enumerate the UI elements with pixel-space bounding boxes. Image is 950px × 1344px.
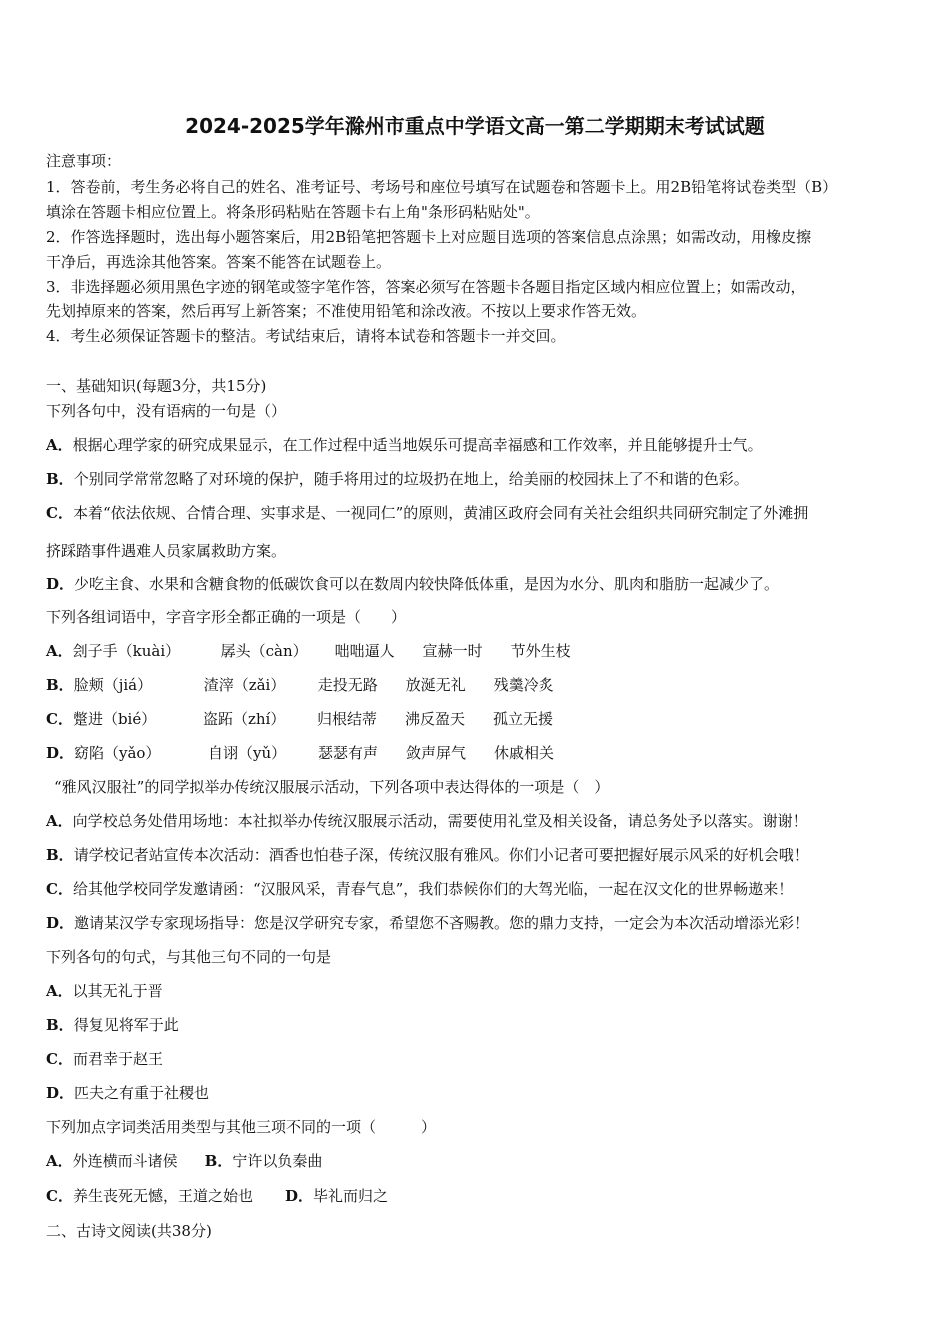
option-label: C．	[46, 1050, 73, 1068]
exam-title: 2024-2025学年滁州市重点中学语文高一第二学期期末考试试题	[185, 114, 765, 138]
option-label: B．	[46, 470, 74, 488]
option-text: 养生丧死无憾，王道之始也	[72, 1187, 253, 1205]
option-label: A．	[46, 1152, 73, 1170]
option-word: 走投无路	[317, 676, 378, 694]
section-heading: 二、古诗文阅读(共38分)	[46, 1222, 212, 1240]
option-label: A．	[46, 642, 73, 660]
notice-line: 1．答卷前，考生务必将自己的姓名、准考证号、考场号和座位号填写在试题卷和答题卡上。用2B铅笔将试卷类型（B）	[46, 178, 838, 196]
option-label: D．	[46, 914, 75, 932]
option-word: 节外生枝	[510, 642, 571, 660]
option-text: 而君幸于赵王	[72, 1050, 163, 1068]
option-label: D．	[284, 1187, 313, 1205]
option-label: B．	[46, 1016, 74, 1034]
option-text: 得复见将军于此	[73, 1016, 179, 1034]
option-word: 咄咄逼人	[334, 642, 395, 660]
option-label: D．	[46, 744, 75, 762]
option-label: C．	[46, 504, 73, 522]
option-row-ab	[46, 1151, 322, 1171]
option-text: 以其无礼于晋	[72, 982, 163, 1000]
option-word: 脸颊（jiá）	[73, 676, 153, 694]
option-a	[46, 981, 163, 1001]
option-word: 放涎无礼	[405, 676, 466, 694]
option-text: 本着“依法依规、合情合理、实事求是、一视同仁”的原则，黄浦区政府会同有关社会组织共同研究制定了外滩拥	[72, 504, 809, 522]
option-word: 孤立无援	[492, 710, 553, 728]
option-text: 邀请某汉学专家现场指导：您是汉学研究专家，希望您不吝赐教。您的鼎力支持，一定会为本次活动增添光彩！	[74, 914, 810, 932]
option-row-cd	[46, 1186, 388, 1206]
option-label: B．	[46, 846, 74, 864]
option-text: 少吃主食、水果和含糖食物的低碳饮食可以在数周内较快降低体重，是因为水分、肌肉和脂肪一起减少了。	[74, 575, 780, 593]
option-word: 瑟瑟有声	[318, 744, 379, 762]
option-label: A．	[46, 982, 73, 1000]
question-stem: 下列各组词语中，字音字形全都正确的一项是（ ）	[46, 608, 407, 626]
option-text: 外连横而斗诸侯	[72, 1152, 178, 1170]
option-d	[46, 1083, 209, 1103]
option-a	[46, 435, 763, 455]
notice-line: 先划掉原来的答案，然后再写上新答案；不准使用铅笔和涂改液。不按以上要求作答无效。	[46, 302, 647, 320]
option-word: 渣滓（zǎi）	[203, 676, 286, 694]
option-text: 个别同学常常忽略了对环境的保护，随手将用过的垃圾扔在地上，给美丽的校园抹上了不和谐的色彩。	[73, 470, 749, 488]
option-c	[46, 1049, 163, 1069]
option-text: 向学校总务处借用场地：本社拟举办传统汉服展示活动，需要使用礼堂及相关设备，请总务处予以落实。谢谢！	[72, 812, 808, 830]
option-word: 残羹冷炙	[493, 676, 554, 694]
option-text: 匹夫之有重于社稷也	[74, 1084, 210, 1102]
option-text: 毕礼而归之	[312, 1187, 388, 1205]
option-word: 宣赫一时	[422, 642, 483, 660]
option-label: D．	[46, 1084, 75, 1102]
option-label: C．	[46, 880, 73, 898]
option-label: A．	[46, 436, 73, 454]
option-b	[46, 469, 749, 489]
option-label: B．	[204, 1152, 233, 1170]
option-label: A．	[46, 812, 73, 830]
option-label: D．	[46, 575, 75, 593]
question-stem: 下列加点字词类活用类型与其他三项不同的一项（ ）	[46, 1118, 437, 1136]
notice-line: 填涂在答题卡相应位置上。将条形码粘贴在答题卡右上角"条形码粘贴处"。	[46, 203, 540, 221]
option-label: B．	[46, 676, 74, 694]
option-word: 敛声屏气	[406, 744, 467, 762]
option-word: 刽子手（kuài）	[72, 642, 181, 660]
notice-line: 3．非选择题必须用黑色字迹的钢笔或签字笔作答，答案必须写在答题卡各题目指定区域内相应位置上；如需改动，	[46, 278, 806, 296]
option-b	[46, 675, 554, 695]
option-c	[46, 709, 553, 729]
option-text: 给其他学校同学发邀请函：“汉服风采，青春气息”，我们恭候你们的大驾光临，一起在汉文化的世界畅遨来！	[72, 880, 794, 898]
option-b	[46, 845, 809, 865]
option-word: 沸反盈天	[404, 710, 465, 728]
section-heading: 一、基础知识(每题3分，共15分)	[46, 377, 267, 395]
option-a	[46, 811, 808, 831]
option-a	[46, 641, 571, 661]
option-d	[46, 913, 809, 933]
option-b	[46, 1015, 179, 1035]
question-stem: 下列各句的句式，与其他三句不同的一句是	[46, 948, 332, 966]
option-word: 盗跖（zhí）	[202, 710, 286, 728]
notice-heading: 注意事项：	[46, 152, 122, 170]
question-stem: 下列各句中，没有语病的一句是（）	[46, 402, 287, 420]
option-c	[46, 503, 808, 523]
question-stem: “雅风汉服社”的同学拟举办传统汉服展示活动，下列各项中表达得体的一项是（ ）	[54, 778, 610, 796]
option-word: 自诩（yǔ）	[208, 744, 287, 762]
option-word: 窈陷（yǎo）	[74, 744, 161, 762]
option-d	[46, 743, 554, 763]
notice-line: 2．作答选择题时，选出每小题答案后，用2B铅笔把答题卡上对应题目选项的答案信息点涂黑；如需改动，用橡皮擦	[46, 228, 812, 246]
option-text: 请学校记者站宣传本次活动：酒香也怕巷子深，传统汉服有雅风。你们小记者可要把握好展示风采的好机会哦！	[73, 846, 809, 864]
option-text: 宁许以负秦曲	[232, 1152, 323, 1170]
option-word: 孱头（càn）	[220, 642, 308, 660]
notice-line: 4．考生必须保证答题卡的整洁。考试结束后，请将本试卷和答题卡一并交回。	[46, 327, 566, 345]
option-label: C．	[46, 1187, 73, 1205]
notice-line: 干净后，再选涂其他答案。答案不能答在试题卷上。	[46, 253, 392, 271]
option-word: 蹩进（bié）	[72, 710, 157, 728]
option-d	[46, 574, 779, 594]
option-text: 根据心理学家的研究成果显示，在工作过程中适当地娱乐可提高幸福感和工作效率，并且能够提升士气。	[72, 436, 763, 454]
option-word: 归根结蒂	[316, 710, 377, 728]
option-c	[46, 879, 793, 899]
option-label: C．	[46, 710, 73, 728]
option-word: 休戚相关	[494, 744, 555, 762]
option-c-continued: 挤踩踏事件遇难人员家属救助方案。	[46, 542, 287, 560]
